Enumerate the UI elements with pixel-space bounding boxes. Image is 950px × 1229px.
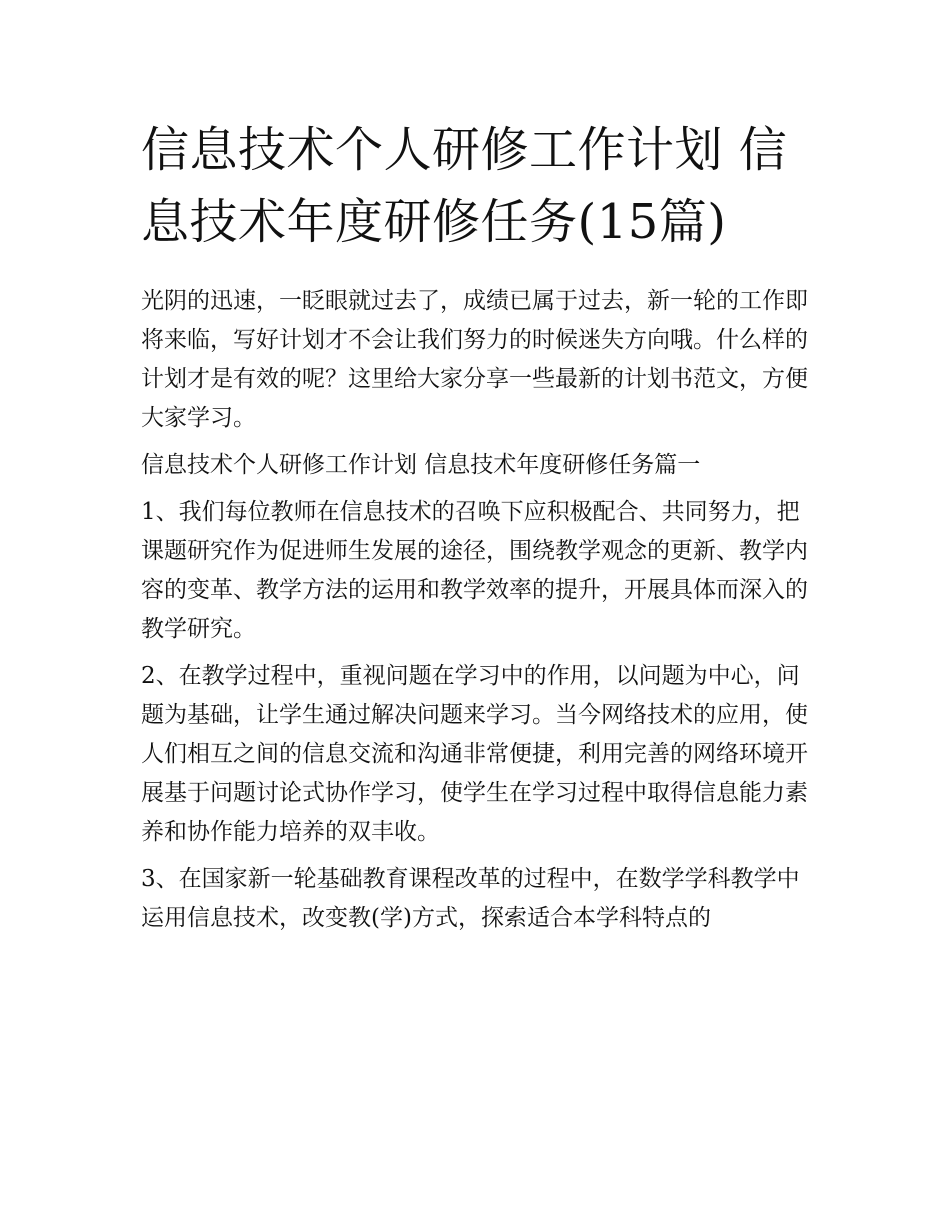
section-heading: 信息技术个人研修工作计划 信息技术年度研修任务篇一 xyxy=(141,452,701,478)
list-item-2: 2、在教学过程中，重视问题在学习中的作用，以问题为中心，问题为基础，让学生通过解决问题来学习。当今网络技术的应用，使人们相互之间的信息交流和沟通非常便捷，利用完善的网络环境开展基于问题讨论式协作学习，使学生在学习过程中取得信息能力素养和协作能力培养的双丰收。 xyxy=(141,663,808,845)
document-title: 信息技术个人研修工作计划 信息技术年度研修任务(15篇) xyxy=(141,122,788,250)
list-item-3: 3、在国家新一轮基础教育课程改革的过程中，在数学学科教学中运用信息技术，改变教(学)方式，探索适合本学科特点的 xyxy=(141,866,800,931)
list-item-1: 1、我们每位教师在信息技术的召唤下应积极配合、共同努力，把课题研究作为促进师生发展的途径，围绕教学观念的更新、教学内容的变革、教学方法的运用和教学效率的提升，开展具体而深入的教学研究。 xyxy=(141,499,808,642)
document-body xyxy=(141,282,813,946)
intro-paragraph: 光阴的迅速，一眨眼就过去了，成绩已属于过去，新一轮的工作即将来临，写好计划才不会让我们努力的时候迷失方向哦。什么样的计划才是有效的呢？这里给大家分享一些最新的计划书范文，方便大家学习。 xyxy=(141,288,808,431)
